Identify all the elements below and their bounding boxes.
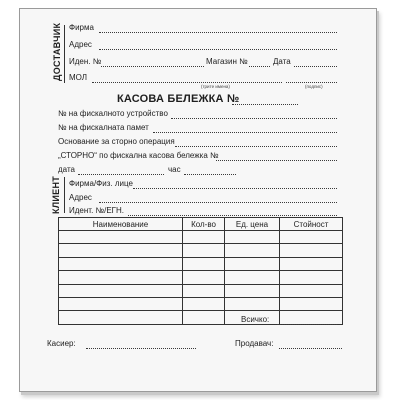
cell-unit-price[interactable] <box>225 297 280 310</box>
cell-name[interactable] <box>59 311 183 324</box>
fiscal-memory-field[interactable] <box>153 132 337 133</box>
supplier-store-label: Магазин № <box>206 57 248 66</box>
supplier-vat-label: Иден. № <box>69 57 102 66</box>
receipt-form-sheet <box>19 8 377 392</box>
column-header-qty: Кол-во <box>183 218 225 231</box>
fiscal-device-field[interactable] <box>171 118 337 119</box>
supplier-mol-label: МОЛ <box>69 73 88 82</box>
storno-receipt-label: „СТОРНО“ по фискална касова бележка № <box>58 151 219 160</box>
cashier-signature-field[interactable] <box>86 348 196 349</box>
receipt-number-field[interactable] <box>232 104 298 105</box>
supplier-section-bar <box>64 25 65 83</box>
supplier-name-hint: (трите имена) <box>201 84 230 89</box>
table-row <box>59 271 343 284</box>
cell-unit-price[interactable] <box>225 244 280 257</box>
column-header-unit-price: Ед. цена <box>225 218 280 231</box>
table-row <box>59 231 343 244</box>
client-section-label: КЛИЕНТ <box>51 175 61 214</box>
cell-unit-price[interactable] <box>225 257 280 270</box>
cell-amount[interactable] <box>280 231 343 244</box>
client-id-field[interactable] <box>128 215 337 216</box>
fiscal-device-label: № на фискалното устройство <box>58 109 168 118</box>
supplier-sign-hint: (подпис) <box>305 84 323 89</box>
cell-qty[interactable] <box>183 311 225 324</box>
cell-name[interactable] <box>59 257 183 270</box>
items-table-header-row <box>59 218 343 231</box>
receipt-date-field[interactable] <box>78 174 164 175</box>
supplier-date-field[interactable] <box>294 66 337 67</box>
supplier-firm-field[interactable] <box>99 32 337 33</box>
storno-reason-field[interactable] <box>175 146 337 147</box>
cell-qty[interactable] <box>183 271 225 284</box>
cell-amount[interactable] <box>280 284 343 297</box>
receipt-date-label: дата <box>58 165 75 174</box>
storno-receipt-field[interactable] <box>216 160 337 161</box>
table-row <box>59 244 343 257</box>
table-row <box>59 257 343 270</box>
table-row <box>59 297 343 310</box>
supplier-firm-label: Фирма <box>69 23 94 32</box>
client-firm-label: Фирма/Физ. лице <box>69 179 133 188</box>
cell-qty[interactable] <box>183 244 225 257</box>
supplier-vat-field[interactable] <box>101 66 204 67</box>
client-address-field[interactable] <box>99 202 337 203</box>
cell-qty[interactable] <box>183 231 225 244</box>
cell-qty[interactable] <box>183 284 225 297</box>
total-field[interactable] <box>277 324 337 325</box>
supplier-date-label: Дата <box>273 57 291 66</box>
receipt-title: КАСОВА БЕЛЕЖКА № <box>117 93 240 105</box>
cell-amount[interactable] <box>280 271 343 284</box>
cell-qty[interactable] <box>183 257 225 270</box>
cell-amount[interactable] <box>280 297 343 310</box>
cell-amount[interactable] <box>280 244 343 257</box>
cell-name[interactable] <box>59 271 183 284</box>
cell-amount[interactable] <box>280 257 343 270</box>
client-id-label: Идент. №/ЕГН. <box>69 206 124 215</box>
supplier-mol-sign-field[interactable] <box>286 82 337 83</box>
cell-unit-price[interactable] <box>225 271 280 284</box>
seller-signature-field[interactable] <box>279 348 342 349</box>
receipt-hour-field[interactable] <box>184 174 236 175</box>
supplier-store-field[interactable] <box>249 66 270 67</box>
storno-reason-label: Основание за сторно операция <box>58 137 175 146</box>
cell-name[interactable] <box>59 297 183 310</box>
cell-unit-price[interactable] <box>225 231 280 244</box>
supplier-section-label: ДОСТАВЧИК <box>52 22 62 81</box>
cell-unit-price[interactable] <box>225 284 280 297</box>
client-firm-field[interactable] <box>133 188 337 189</box>
cashier-label: Касиер: <box>47 339 76 348</box>
column-header-amount: Стойност <box>280 218 343 231</box>
fiscal-memory-label: № на фискалната памет <box>58 123 149 132</box>
table-row <box>59 284 343 297</box>
table-row <box>59 311 343 324</box>
total-label: Всичко: <box>241 315 270 324</box>
items-table <box>58 217 343 325</box>
supplier-mol-name-field[interactable] <box>92 82 282 83</box>
seller-label: Продавач: <box>235 339 274 348</box>
cell-name[interactable] <box>59 231 183 244</box>
cell-qty[interactable] <box>183 297 225 310</box>
cell-name[interactable] <box>59 284 183 297</box>
supplier-address-field[interactable] <box>99 49 337 50</box>
cell-name[interactable] <box>59 244 183 257</box>
supplier-address-label: Адрес <box>69 40 92 49</box>
column-header-name: Наименование <box>59 218 183 231</box>
receipt-hour-label: час <box>168 165 181 174</box>
client-address-label: Адрес <box>69 193 92 202</box>
cell-amount[interactable] <box>280 311 343 324</box>
client-section-bar <box>64 177 65 213</box>
